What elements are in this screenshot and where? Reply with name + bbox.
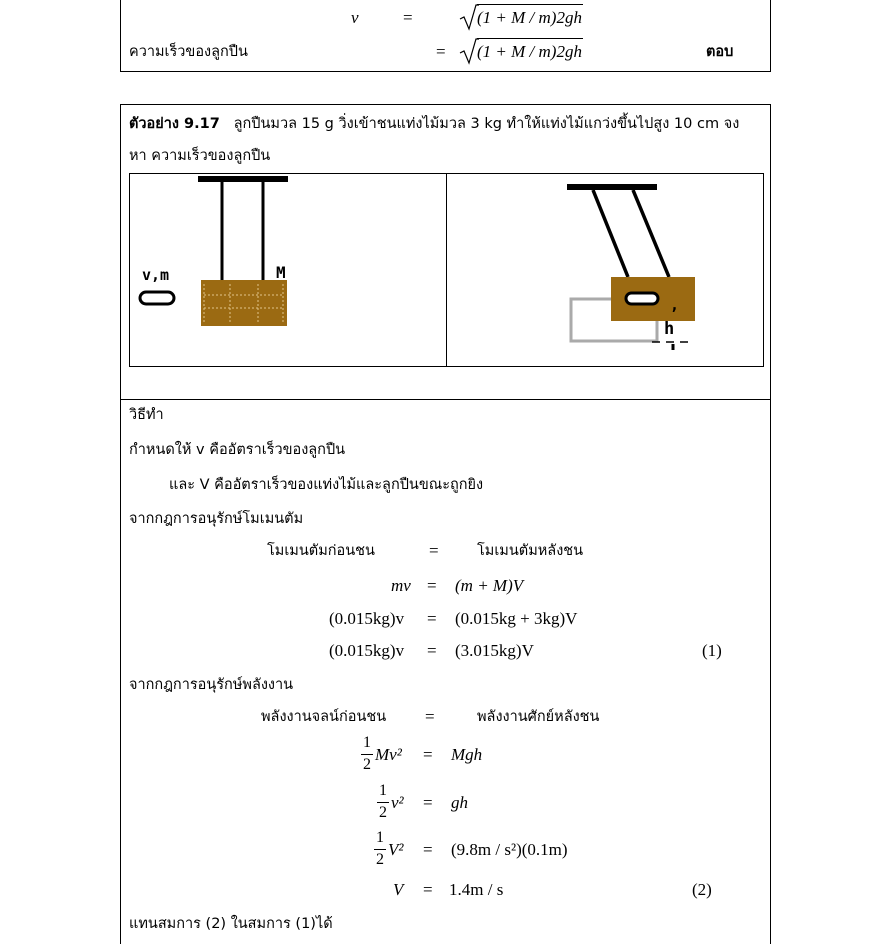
sqrt-icon xyxy=(459,3,479,31)
half-fraction-den: 2 xyxy=(376,851,384,868)
momentum-eq2-lhs: (0.015kg)v xyxy=(329,609,405,628)
momentum-after-label: โมเมนตัมหลังชน xyxy=(477,543,584,559)
example-box xyxy=(120,104,771,400)
velocity-symbol: v xyxy=(351,8,359,27)
sqrt-expression: (1 + M / m)2gh xyxy=(477,42,582,61)
potential-energy-label: พลังงานศักย์หลังชน xyxy=(477,709,600,725)
momentum-before-label: โมเมนตัมก่อนชน xyxy=(267,543,375,559)
example-statement-line2: หา ความเร็วของลูกปืน xyxy=(129,148,271,164)
equals-sign: = xyxy=(427,576,437,595)
displacement-comma: , xyxy=(670,296,680,314)
sqrt-icon xyxy=(459,37,479,65)
energy-eq1-rhs: Mgh xyxy=(451,745,483,764)
solution-heading: วิธีทำ xyxy=(129,407,164,423)
energy-law-heading: จากกฎการอนุรักษ์พลังงาน xyxy=(129,677,294,693)
equals-sign: = xyxy=(423,793,433,812)
equals-sign: = xyxy=(436,42,446,61)
given-bullet-velocity: กำหนดให้ v คืออัตราเร็วของลูกปืน xyxy=(129,442,346,458)
example-statement: ลูกปืนมวล 15 g วิ่งเข้าชนแท่งไม้มวล 3 kg ทำให้แท่งไม้แกว่งขึ้นไปสูง 10 cm จง xyxy=(233,116,740,132)
energy-eq2-lhs: v² xyxy=(391,793,404,812)
momentum-eq2-rhs: (0.015kg + 3kg)V xyxy=(455,609,578,628)
energy-eq4-lhs: V xyxy=(393,880,404,899)
bullet-velocity-mass-label: v,m xyxy=(142,266,170,284)
momentum-eq3-rhs: (3.015kg)V xyxy=(455,641,534,660)
after-collision-figure xyxy=(447,174,764,366)
energy-eq1-lhs: Mv² xyxy=(375,745,402,764)
half-fraction-num: 1 xyxy=(376,829,384,846)
momentum-eq3-lhs: (0.015kg)v xyxy=(329,641,405,660)
equals-sign: = xyxy=(429,541,439,560)
half-fraction-num: 1 xyxy=(363,734,371,751)
before-collision-figure xyxy=(130,174,446,366)
equals-sign: = xyxy=(425,707,435,726)
equals-sign: = xyxy=(423,880,433,899)
equals-sign: = xyxy=(403,8,413,27)
answer-label: ตอบ xyxy=(706,44,734,60)
energy-eq3-rhs: (9.8m / s²)(0.1m) xyxy=(451,840,568,859)
previous-answer-box xyxy=(120,0,771,72)
equals-sign: = xyxy=(423,840,433,859)
substitute-instruction: แทนสมการ (2) ในสมการ (1)ได้ xyxy=(129,916,333,932)
energy-eq3-lhs: V² xyxy=(388,840,404,859)
example-number: ตัวอย่าง 9.17 xyxy=(129,116,220,132)
momentum-eq1-rhs: (m + M)V xyxy=(455,576,524,595)
half-fraction-num: 1 xyxy=(379,782,387,799)
equals-sign: = xyxy=(423,745,433,764)
equals-sign: = xyxy=(427,609,437,628)
equation-number-2: (2) xyxy=(692,880,712,899)
momentum-law-heading: จากกฎการอนุรักษ์โมเมนตัม xyxy=(129,511,304,527)
half-fraction-den: 2 xyxy=(379,804,387,821)
equation-number-1: (1) xyxy=(702,641,722,660)
equals-sign: = xyxy=(427,641,437,660)
height-label: h xyxy=(664,319,675,339)
half-fraction-den: 2 xyxy=(363,756,371,773)
solution-box xyxy=(120,399,771,944)
block-mass-label: M xyxy=(276,263,286,282)
sqrt-expression: (1 + M / m)2gh xyxy=(477,8,582,27)
figure-table xyxy=(129,173,764,367)
bullet-speed-label: ความเร็วของลูกปืน xyxy=(129,44,248,60)
energy-eq2-rhs: gh xyxy=(451,793,468,812)
example-title xyxy=(129,115,739,133)
given-block-velocity: และ V คืออัตราเร็วของแท่งไม้และลูกปืนขณะถูกยิง xyxy=(169,477,484,493)
kinetic-energy-label: พลังงานจลน์ก่อนชน xyxy=(261,709,387,725)
momentum-eq1-lhs: mv xyxy=(391,576,411,595)
energy-eq4-rhs: 1.4m / s xyxy=(449,880,504,899)
